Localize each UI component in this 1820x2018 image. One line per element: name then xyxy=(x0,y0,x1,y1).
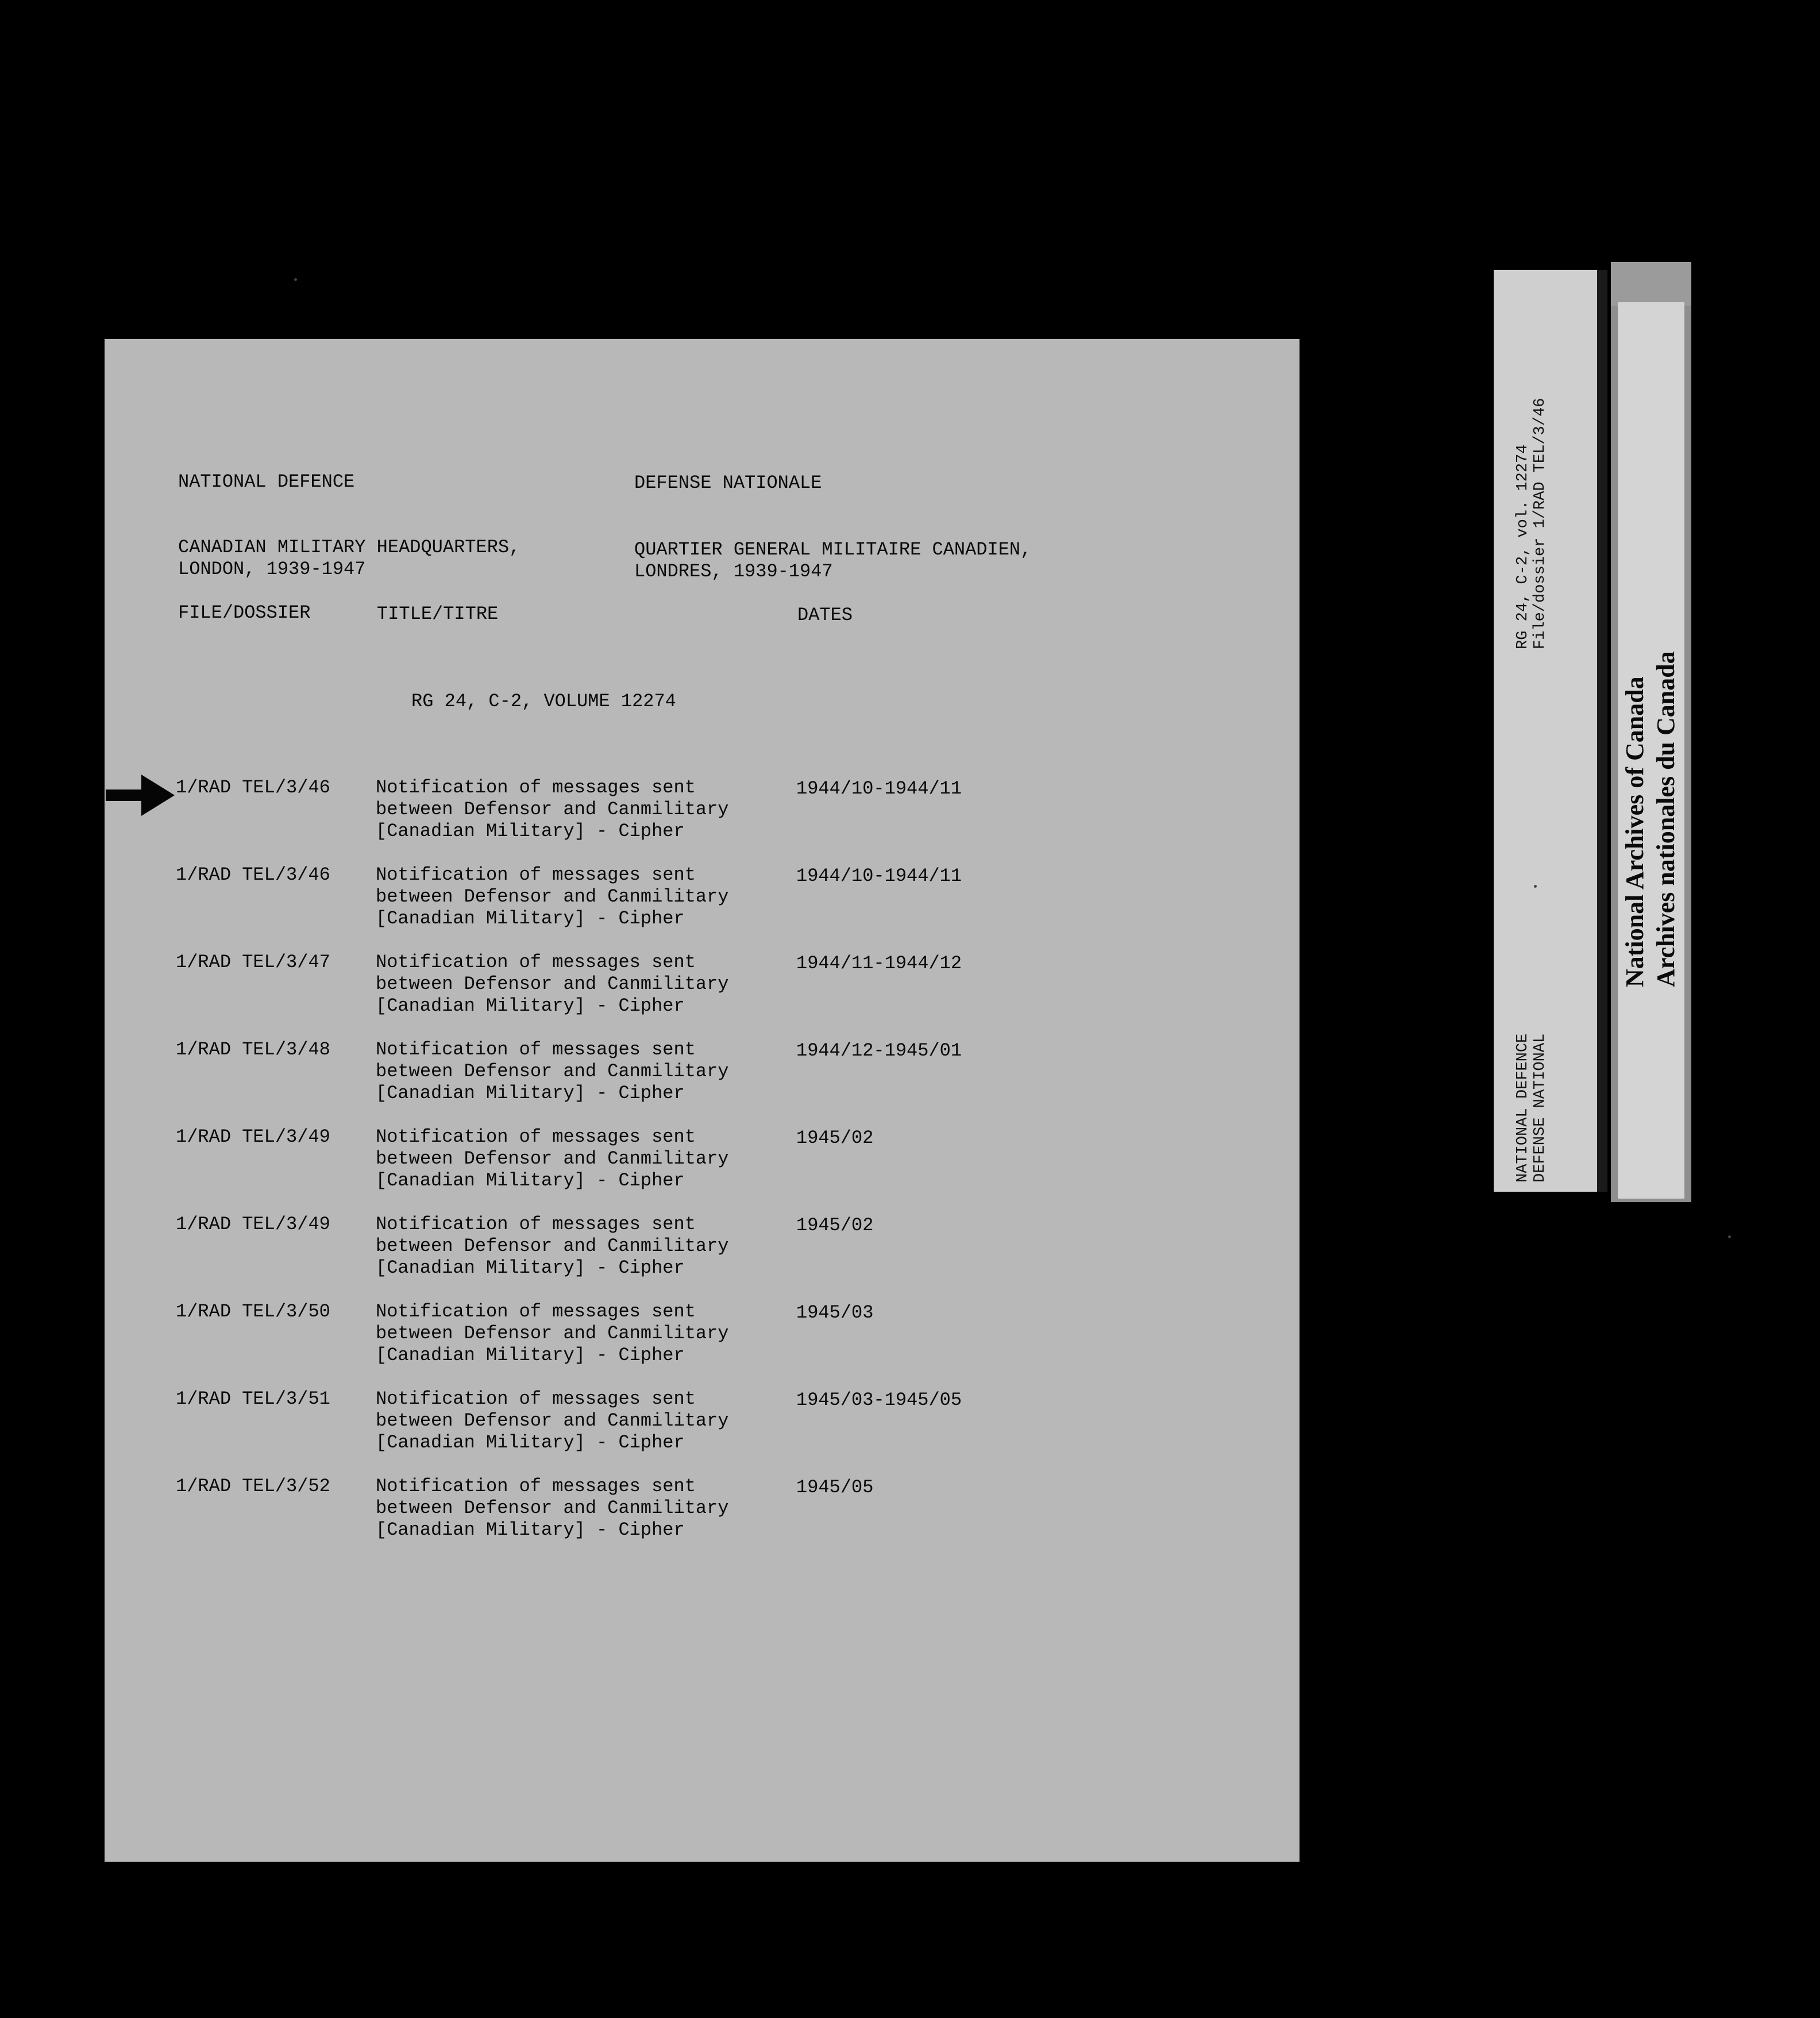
entry-title-line: [Canadian Military] - Cipher xyxy=(376,1170,685,1191)
strip-reference-line1: RG 24, C-2, vol. 12274 xyxy=(1514,444,1532,649)
entry-file: 1/RAD TEL/3/49 xyxy=(176,1214,330,1235)
entry-title-line: Notification of messages sent xyxy=(376,777,696,798)
entry-dates: 1945/02 xyxy=(796,1215,874,1236)
entry-file: 1/RAD TEL/3/47 xyxy=(176,952,330,973)
volume-title: RG 24, C-2, VOLUME 12274 xyxy=(411,691,676,712)
dept-french: DEFENSE NATIONALE xyxy=(634,472,822,494)
entry-title-line: between Defensor and Canmilitary xyxy=(376,1235,729,1257)
arrow-right-icon xyxy=(106,775,175,816)
scan-speck xyxy=(1534,885,1537,888)
entry-title-line: Notification of messages sent xyxy=(376,864,696,885)
entry-dates: 1945/05 xyxy=(796,1477,874,1498)
entry-file: 1/RAD TEL/3/49 xyxy=(176,1126,330,1147)
entry-title-line: [Canadian Military] - Cipher xyxy=(376,1083,685,1104)
entry-title-line: [Canadian Military] - Cipher xyxy=(376,1432,685,1453)
column-header-title: TITLE/TITRE xyxy=(377,603,499,625)
entry-title-line: Notification of messages sent xyxy=(376,1214,696,1235)
dept-english: NATIONAL DEFENCE xyxy=(178,471,355,492)
entry-title-line: [Canadian Military] - Cipher xyxy=(376,1345,685,1366)
side-strip xyxy=(1494,270,1607,1192)
org-french-line2: LONDRES, 1939-1947 xyxy=(634,561,833,582)
entry-dates: 1945/03-1945/05 xyxy=(796,1389,962,1411)
entry-title-line: between Defensor and Canmilitary xyxy=(376,1323,729,1344)
entry-title-line: between Defensor and Canmilitary xyxy=(376,1061,729,1082)
entry-title-line: Notification of messages sent xyxy=(376,1476,696,1497)
entry-title-line: Notification of messages sent xyxy=(376,952,696,973)
entry-title-line: Notification of messages sent xyxy=(376,1388,696,1409)
entry-file: 1/RAD TEL/3/48 xyxy=(176,1039,330,1060)
org-english-line1: CANADIAN MILITARY HEADQUARTERS, xyxy=(178,537,520,558)
entry-dates: 1944/11-1944/12 xyxy=(796,953,962,974)
entry-file: 1/RAD TEL/3/52 xyxy=(176,1476,330,1497)
entry-title-line: between Defensor and Canmilitary xyxy=(376,1497,729,1519)
scan-speck xyxy=(1728,1235,1731,1238)
entry-title-line: Notification of messages sent xyxy=(376,1126,696,1147)
strip-dept-line1: NATIONAL DEFENCE xyxy=(1514,1033,1532,1183)
entry-title-line: between Defensor and Canmilitary xyxy=(376,1148,729,1169)
entry-title-line: between Defensor and Canmilitary xyxy=(376,886,729,907)
document-sheet xyxy=(105,339,1300,1862)
entry-file: 1/RAD TEL/3/51 xyxy=(176,1388,330,1409)
org-english-line2: LONDON, 1939-1947 xyxy=(178,559,366,580)
entry-dates: 1944/10-1944/11 xyxy=(796,778,962,799)
entry-title-line: between Defensor and Canmilitary xyxy=(376,973,729,995)
entry-title-line: between Defensor and Canmilitary xyxy=(376,799,729,820)
column-header-dates: DATES xyxy=(797,604,853,626)
strip-dept-line2: DEFENSE NATIONAL xyxy=(1532,1033,1549,1183)
entry-file: 1/RAD TEL/3/50 xyxy=(176,1301,330,1322)
entry-title-line: [Canadian Military] - Cipher xyxy=(376,908,685,929)
scan-speck xyxy=(294,278,297,281)
entry-file: 1/RAD TEL/3/46 xyxy=(176,777,330,798)
entry-title-line: [Canadian Military] - Cipher xyxy=(376,821,685,842)
org-french-line1: QUARTIER GENERAL MILITAIRE CANADIEN, xyxy=(634,539,1032,560)
entry-title-line: [Canadian Military] - Cipher xyxy=(376,1257,685,1278)
archive-label xyxy=(1611,262,1691,1202)
archive-label-french: Archives nationales du Canada xyxy=(1652,651,1680,987)
entry-dates: 1944/12-1945/01 xyxy=(796,1040,962,1061)
entry-title-line: [Canadian Military] - Cipher xyxy=(376,1519,685,1541)
strip-reference-line2: File/dossier 1/RAD TEL/3/46 xyxy=(1532,398,1549,649)
entry-file: 1/RAD TEL/3/46 xyxy=(176,864,330,885)
entry-dates: 1945/02 xyxy=(796,1127,874,1149)
entry-dates: 1944/10-1944/11 xyxy=(796,865,962,887)
entry-title-line: between Defensor and Canmilitary xyxy=(376,1410,729,1431)
entry-title-line: Notification of messages sent xyxy=(376,1039,696,1060)
archive-label-english: National Archives of Canada xyxy=(1621,676,1649,987)
column-header-file: FILE/DOSSIER xyxy=(178,602,311,623)
entry-dates: 1945/03 xyxy=(796,1302,874,1323)
entry-title-line: [Canadian Military] - Cipher xyxy=(376,995,685,1016)
entry-title-line: Notification of messages sent xyxy=(376,1301,696,1322)
